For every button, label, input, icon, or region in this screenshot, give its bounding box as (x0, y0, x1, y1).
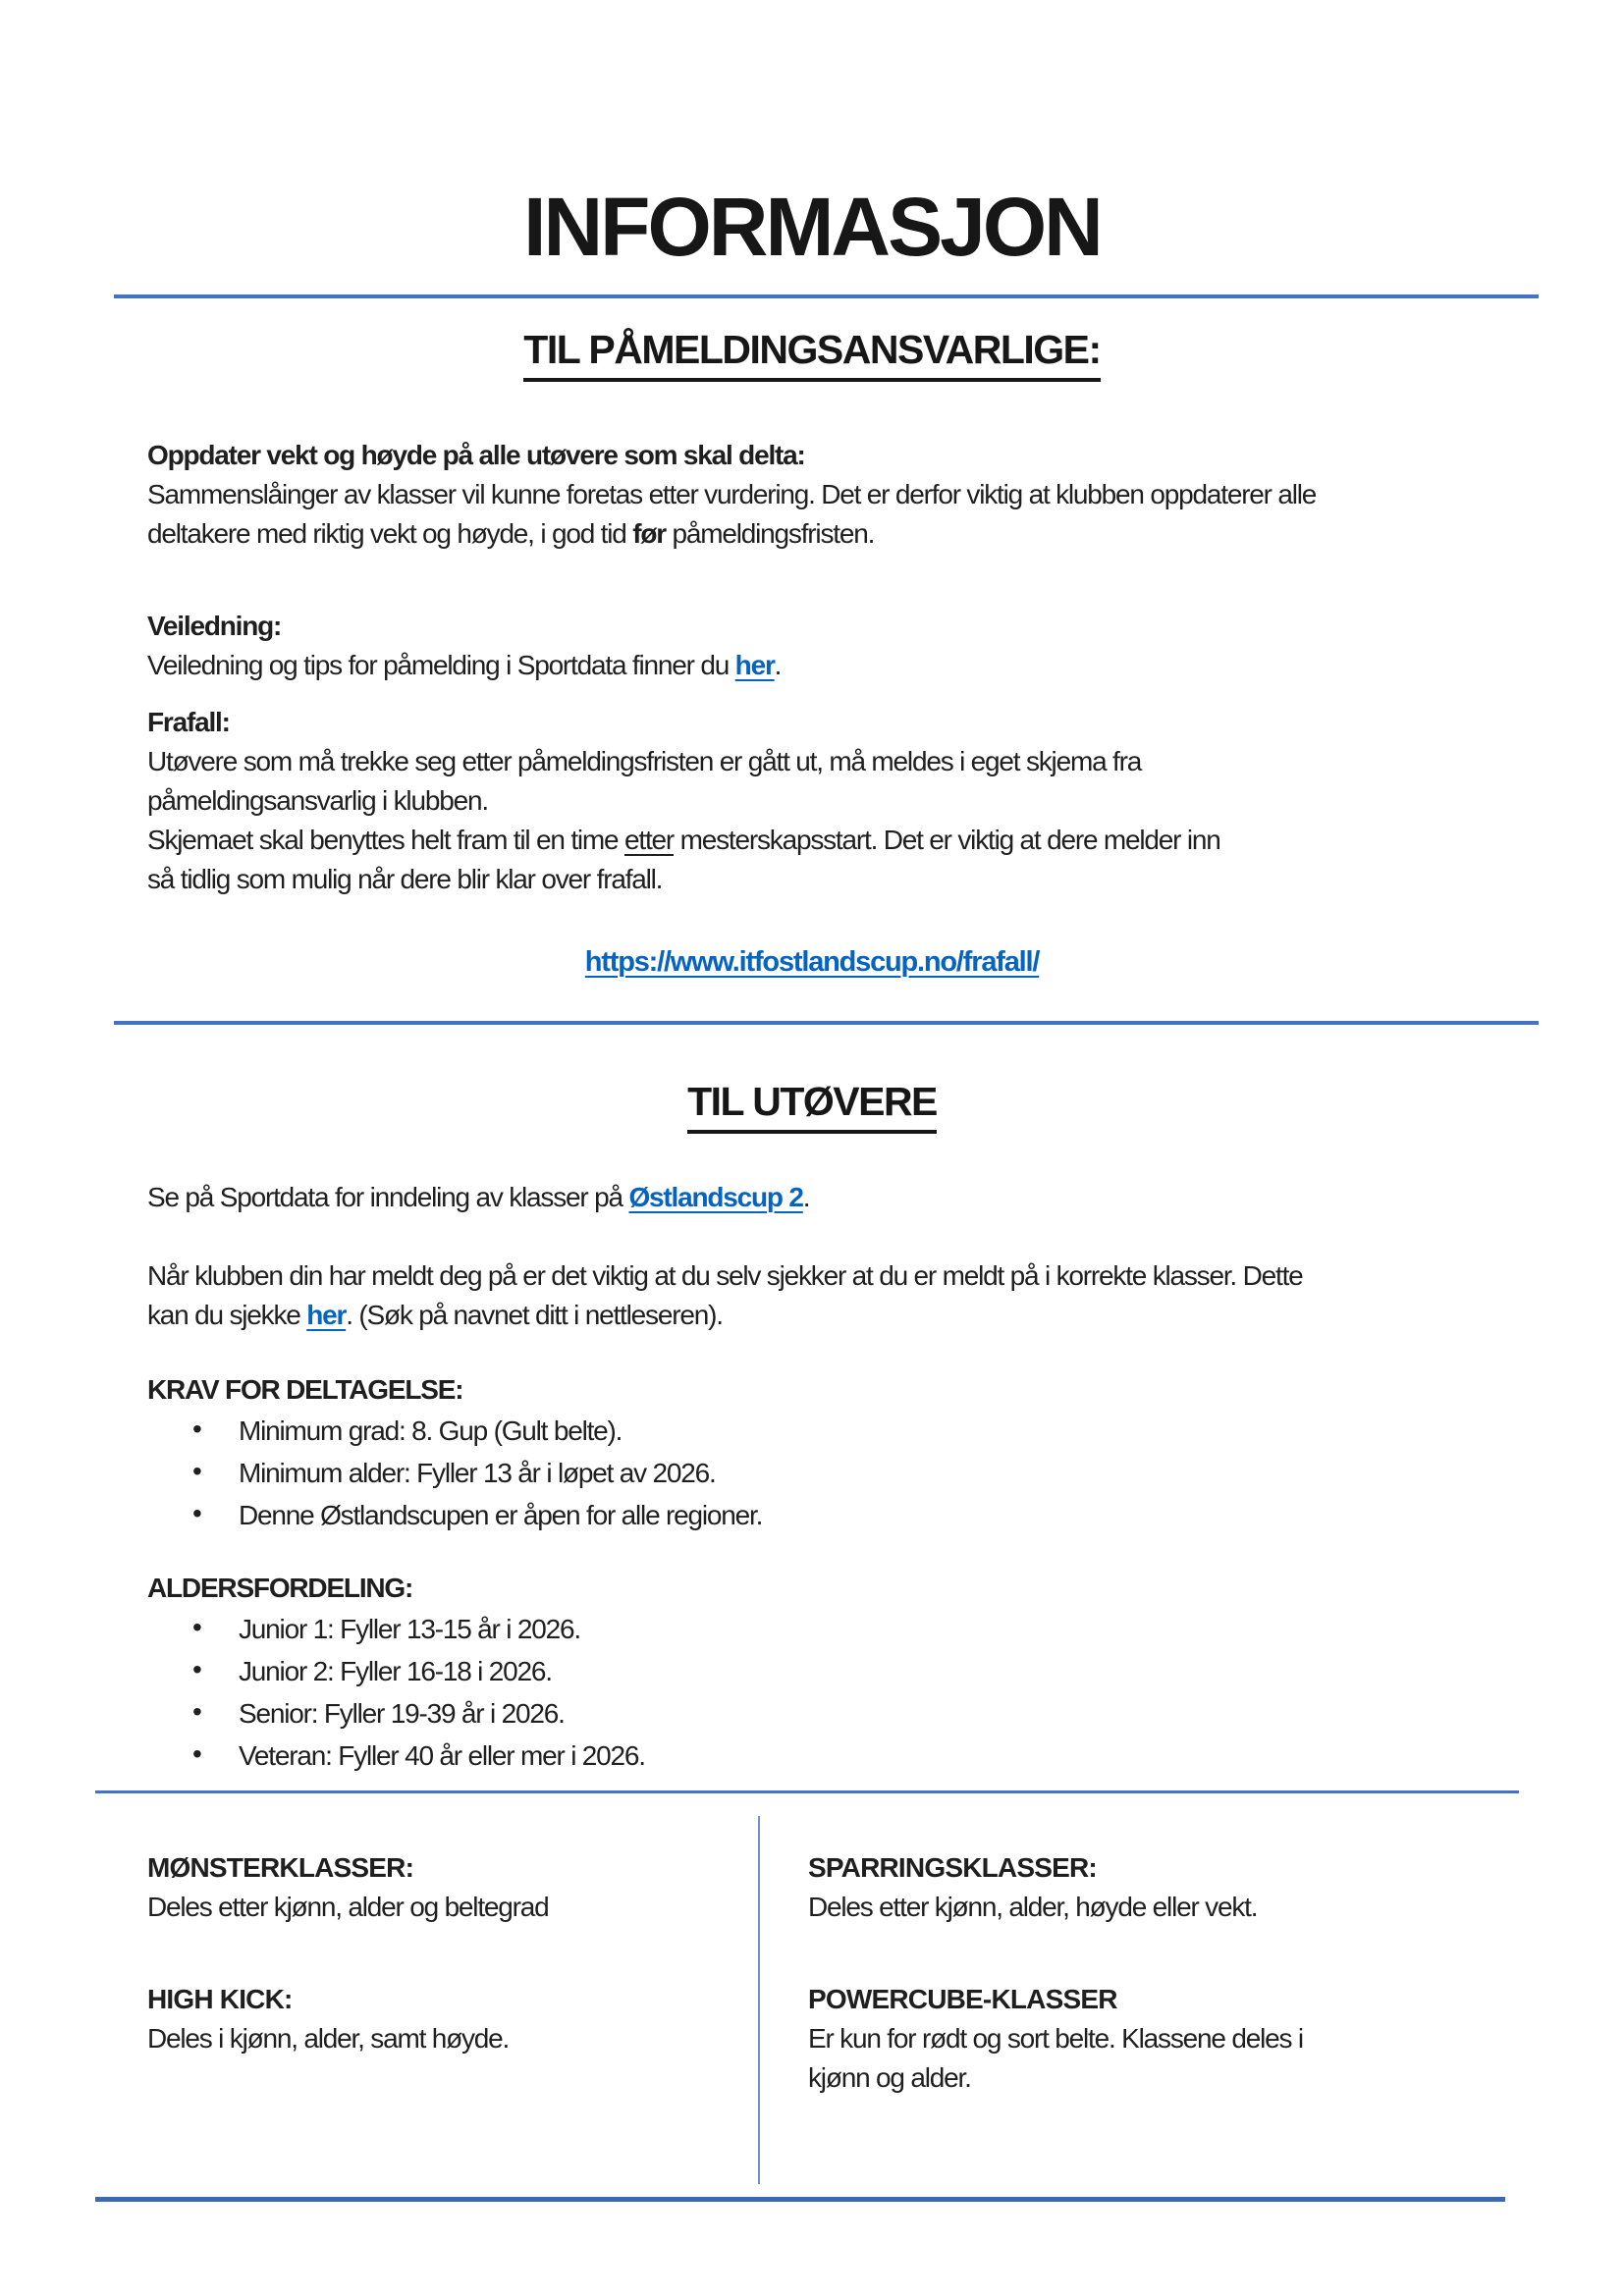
classes-column-left (147, 1848, 758, 2184)
list-item: • Senior: Fyller 19-39 år i 2026. (147, 1692, 1624, 1735)
paragraph-line: deltakere med riktig vekt og høyde, i god tid før påmeldingsfristen. (147, 518, 875, 549)
paragraph-line: Veiledning og tips for påmelding i Sportdata finner du her. (147, 650, 782, 680)
age-distribution-heading: ALDERSFORDELING: (147, 1573, 413, 1603)
section-heading-registration: TIL PÅMELDINGSANSVARLIGE: (0, 324, 1624, 385)
high-kick-heading: HIGH KICK: (147, 1984, 293, 2014)
list-item: • Minimum grad: 8. Gup (Gult belte). (147, 1410, 1624, 1452)
paragraph-heading: Oppdater vekt og høyde på alle utøvere som skal delta: (147, 440, 805, 470)
age-distribution-block (0, 1569, 1624, 1777)
paragraph-line: så tidlig som mulig når dere blir klar over frafall. (147, 864, 663, 894)
sparring-classes-text: Deles etter kjønn, alder, høyde eller vekt. (808, 1892, 1258, 1922)
pattern-classes-heading: MØNSTERKLASSER: (147, 1852, 414, 1883)
paragraph-heading: Veiledning: (147, 611, 282, 641)
list-item: • Junior 2: Fyller 16-18 i 2026. (147, 1650, 1624, 1692)
section-heading-athletes: TIL UTØVERE (0, 1076, 1624, 1137)
check-here-link[interactable]: her (306, 1300, 347, 1330)
horizontal-rule-middle (114, 1021, 1539, 1025)
paragraph-line: Skjemaet skal benyttes helt fram til en time etter mesterskapsstart. Det er viktig at dere melder inn (147, 825, 1220, 855)
horizontal-rule-bottom (95, 2197, 1505, 2202)
bullet-icon: • (192, 1654, 202, 1684)
powercube-classes-text: Er kun for rødt og sort belte. Klassene deles i (808, 2023, 1303, 2054)
paragraph-check-classes (0, 1256, 1624, 1335)
bullet-icon: • (192, 1696, 202, 1727)
bullet-icon: • (192, 1456, 202, 1486)
paragraph-sportdata: Se på Sportdata for inndeling av klasser på Østlandscup 2. (147, 1182, 810, 1212)
bullet-icon: • (192, 1414, 202, 1444)
dropout-form-url-link[interactable]: https://www.itfostlandscup.no/frafall/ (584, 946, 1040, 978)
emphasis-after-start: etter (624, 825, 675, 855)
requirements-block (0, 1370, 1624, 1536)
high-kick-text: Deles i kjønn, alder, samt høyde. (147, 2023, 510, 2054)
bullet-icon: • (192, 1498, 202, 1528)
horizontal-rule-top (114, 294, 1539, 298)
paragraph-update-weight-height (0, 436, 1624, 554)
paragraph-line: kan du sjekke her. (Søk på navnet ditt i nettleseren). (147, 1300, 723, 1330)
requirements-list (0, 1410, 1624, 1536)
paragraph-guidance (0, 607, 1624, 685)
ostlandscup2-link[interactable]: Østlandscup 2 (628, 1182, 803, 1212)
emphasis-before-deadline: før (632, 518, 666, 549)
paragraph-heading: Frafall: (147, 707, 230, 737)
guidance-here-link[interactable]: her (734, 650, 775, 680)
dropout-link-line (0, 942, 1624, 982)
powercube-classes-text: kjønn og alder. (808, 2062, 971, 2093)
classes-column-right (808, 1848, 1483, 2184)
column-divider (758, 1816, 760, 2184)
paragraph-line: Sammenslåinger av klasser vil kunne foretas etter vurdering. Det er derfor viktig at klubben oppdaterer alle (147, 479, 1317, 509)
bullet-icon: • (192, 1738, 202, 1769)
list-item: • Minimum alder: Fyller 13 år i løpet av 2026. (147, 1452, 1624, 1494)
page-title: INFORMASJON (523, 181, 1101, 273)
paragraph-line: Når klubben din har meldt deg på er det viktig at du selv sjekker at du er meldt på i korrekte klasser. Dette (147, 1260, 1303, 1291)
sparring-classes-heading: SPARRINGSKLASSER: (808, 1852, 1097, 1883)
paragraph-line: Utøvere som må trekke seg etter påmeldingsfristen er gått ut, må meldes i eget skjema fra (147, 746, 1142, 776)
bullet-icon: • (192, 1612, 202, 1642)
list-item: • Veteran: Fyller 40 år eller mer i 2026. (147, 1735, 1624, 1777)
list-item: • Junior 1: Fyller 13-15 år i 2026. (147, 1608, 1624, 1650)
list-item: • Denne Østlandscupen er åpen for alle regioner. (147, 1494, 1624, 1536)
paragraph-dropout (0, 703, 1624, 899)
pattern-classes-text: Deles etter kjønn, alder og beltegrad (147, 1892, 549, 1922)
powercube-classes-heading: POWERCUBE-KLASSER (808, 1984, 1117, 2014)
paragraph-line: påmeldingsansvarlig i klubben. (147, 785, 488, 816)
classes-columns (147, 1816, 1483, 2184)
requirements-heading: KRAV FOR DELTAGELSE: (147, 1374, 463, 1405)
horizontal-rule-classes (95, 1790, 1519, 1793)
age-distribution-list (0, 1608, 1624, 1777)
